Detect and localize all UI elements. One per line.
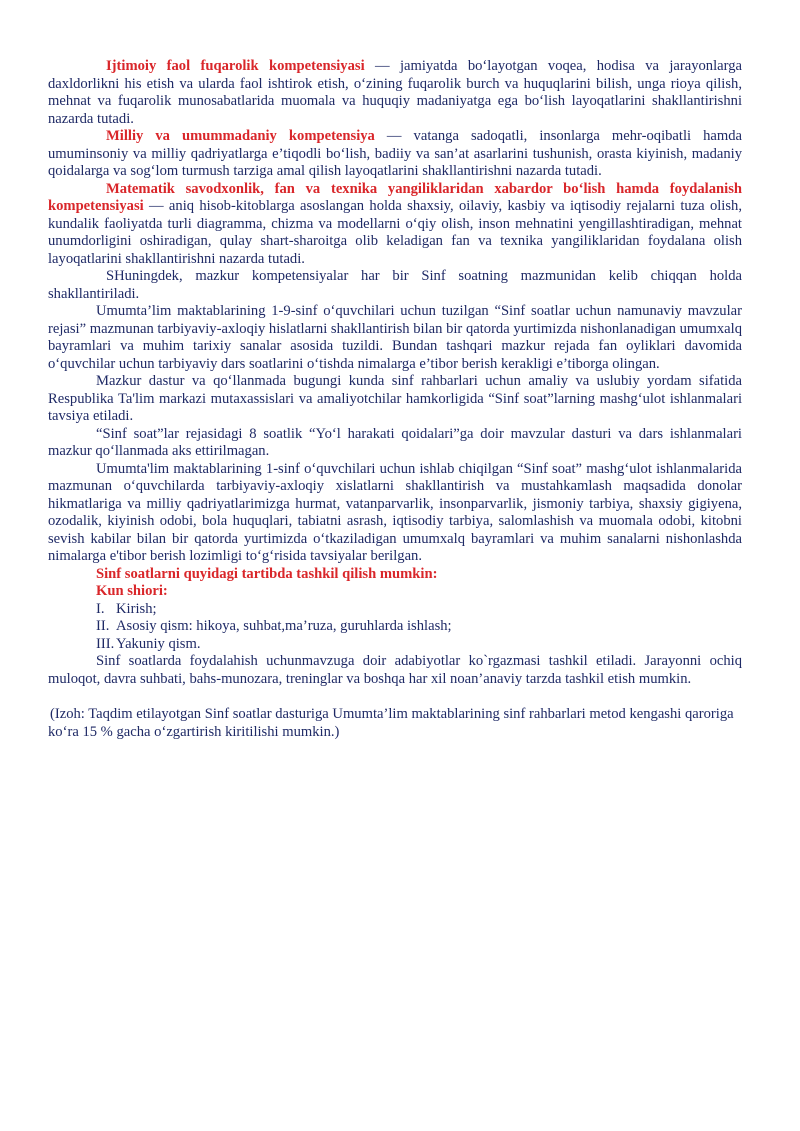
paragraph-civic-competence	[48, 58, 742, 128]
list-item	[96, 636, 742, 654]
heading-order: Sinf soatlarni quyidagi tartibda tashkil qilish mumkin:	[96, 565, 438, 582]
list-item-text: Yakuniy qism.	[116, 635, 201, 652]
text-cultural-competence: — vatanga sadoqatli, insonlarga mehr-oqibatli hamda umuminsoniy va milliy qadriyatlarga e’tiqodli bo‘lish, badiiy va san’at asarlarini tushunish, orasta kiyinish, madaniy qoidalarga va sog‘lom turmush tarziga amal qilish layoqatlarini shakllantirishni nazarda tutadi.	[48, 128, 743, 179]
text-math-competence: — aniq hisob-kitoblarga asoslangan holda shaxsiy, oilaviy, kasbiy va iqtisodiy rejalarni tuza olish, kundalik faoliyatda turli diagramma, chizma va modellarni o‘qiy olish, inson mehnatini yengillashtiradigan, mehnat unumdorligini oshiradigan, qulay shart-sharoitga olib keladigan fan va texnika yangiliklaridan foydalana olish layoqatlarini shakllantirishni nazarda tutadi.	[48, 198, 742, 267]
spacer	[48, 688, 742, 706]
paragraph-program: Mazkur dastur va qo‘llanmada bugungi kunda sinf rahbarlari uchun amaliy va uslubiy yordam sifatida Respublika Ta'lim markazi mutaxassislari va amaliyotchilar hamkorligida “Sinf soat”larning mashg‘ulot ishlanmalari tavsiya etiladi.	[48, 373, 742, 424]
list-item	[96, 618, 742, 636]
paragraph-traffic-rules: “Sinf soat”lar rejasidagi 8 soatlik “Yo‘l harakati qoidalari”ga doir mavzular dasturi va dars ishlanmalari mazkur qo‘llanmada aks ettirilmagan.	[48, 425, 742, 459]
paragraph-literature: Sinf soatlarda foydalahish uchunmavzuga doir adabiyotlar ko`rgazmasi tashkil etiladi. Jarayonni ochiq muloqot, davra suhbati, bahs-munozara, treninglar va boshqa har xil noan’anaviy tarzda tashkil etish mumkin.	[48, 653, 742, 687]
paragraph-first-grade: Umumta'lim maktablarining 1-sinf o‘quvchilari uchun ishlab chiqilgan “Sinf soat” mashg‘ulot ishlanmalarida mazmunan o‘quvchilarda tarbiyaviy-axloqiy xislatlarni shakllantirish va mustahkamlash maqsadida donolar hikmatlariga va milliy qadriyatlarimizga hurmat, vatanparvarlik, insonparvarlik, jismoniy tarbiya, shaxsiy gigiyena, ozodalik, kiyinish odobi, bola huquqlari, tabiatni asrash, iqtisodiy tarbiya, salomlashish va muomala odobi, kitobni sevish kabilar bilan bir qatorda yurtimizda o‘tkaziladigan umumxalq bayramlari va muhim sanalarni nishonlashda nimalarga e'tibor berish lozimligi to‘g‘risida tavsiyalar berilgan.	[48, 460, 742, 564]
heading-civic-competence: Ijtimoiy faol fuqarolik kompetensiyasi	[106, 58, 365, 74]
list-item-number: I.	[96, 600, 105, 617]
list-item-text: Kirish;	[116, 600, 157, 617]
list-item-number: II.	[96, 618, 110, 634]
list-item	[96, 601, 742, 619]
heading-math-competence: Matematik savodxonlik, fan va texnika yangiliklaridan xabardor bo‘lish hamda foydalanish kompetensiyasi	[48, 180, 742, 214]
heading-cultural-competence: Milliy va umummadaniy kompetensiya	[106, 128, 375, 144]
list-item-text: Asosiy qism: hikoya, suhbat,ma’ruza, guruhlarda ishlash;	[116, 618, 452, 634]
document-page	[48, 58, 742, 741]
paragraph-also: SHuningdek, mazkur kompetensiyalar har bir Sinf soatning mazmunidan kelib chiqqan holda shakllantiriladi.	[48, 268, 742, 302]
text-civic-competence: — jamiyatda bo‘layotgan voqea, hodisa va jarayonlarga daxldorlikni his etish va ularda faol ishtirok etish, o‘zining fuqarolik burch va huquqlarini bilish, unga rioya qilish, mehnat va fuqarolik munosabatlarida muomala va huquqiy madaniyatga ega bo‘lish layoqatlarini shakllantirishni nazarda tutadi.	[48, 58, 742, 127]
paragraph-cultural-competence	[48, 128, 742, 181]
heading-motto: Kun shiori:	[96, 583, 168, 599]
stages-list	[48, 601, 742, 654]
paragraph-math-competence	[48, 181, 742, 269]
footnote: (Izoh: Taqdim etilayotgan Sinf soatlar dasturiga Umumta’lim maktablarining sinf rahbarlari metod kengashi qaroriga ko‘ra 15 % gacha o‘zgartirish kiritilishi mumkin.)	[48, 706, 734, 740]
list-item-number: III.	[96, 635, 115, 652]
paragraph-plan: Umumta’lim maktablarining 1-9-sinf o‘quvchilari uchun tuzilgan “Sinf soatlar uchun namunaviy mavzular rejasi” mazmunan tarbiyaviy-axloqiy hislatlarni shakllantirish bilan bir qatorda yurtimizda nishonlanadigan umumxalq bayramlari va muhim tarixiy sanalar asosida tuzildi. Bundan tashqari mazkur rejada fan oyliklari davomida o‘quvchilar uchun tarbiyaviy dars soatlarini o‘tishda nimalarga e’tibor berish kerakligi e’tiborga olingan.	[48, 303, 742, 372]
